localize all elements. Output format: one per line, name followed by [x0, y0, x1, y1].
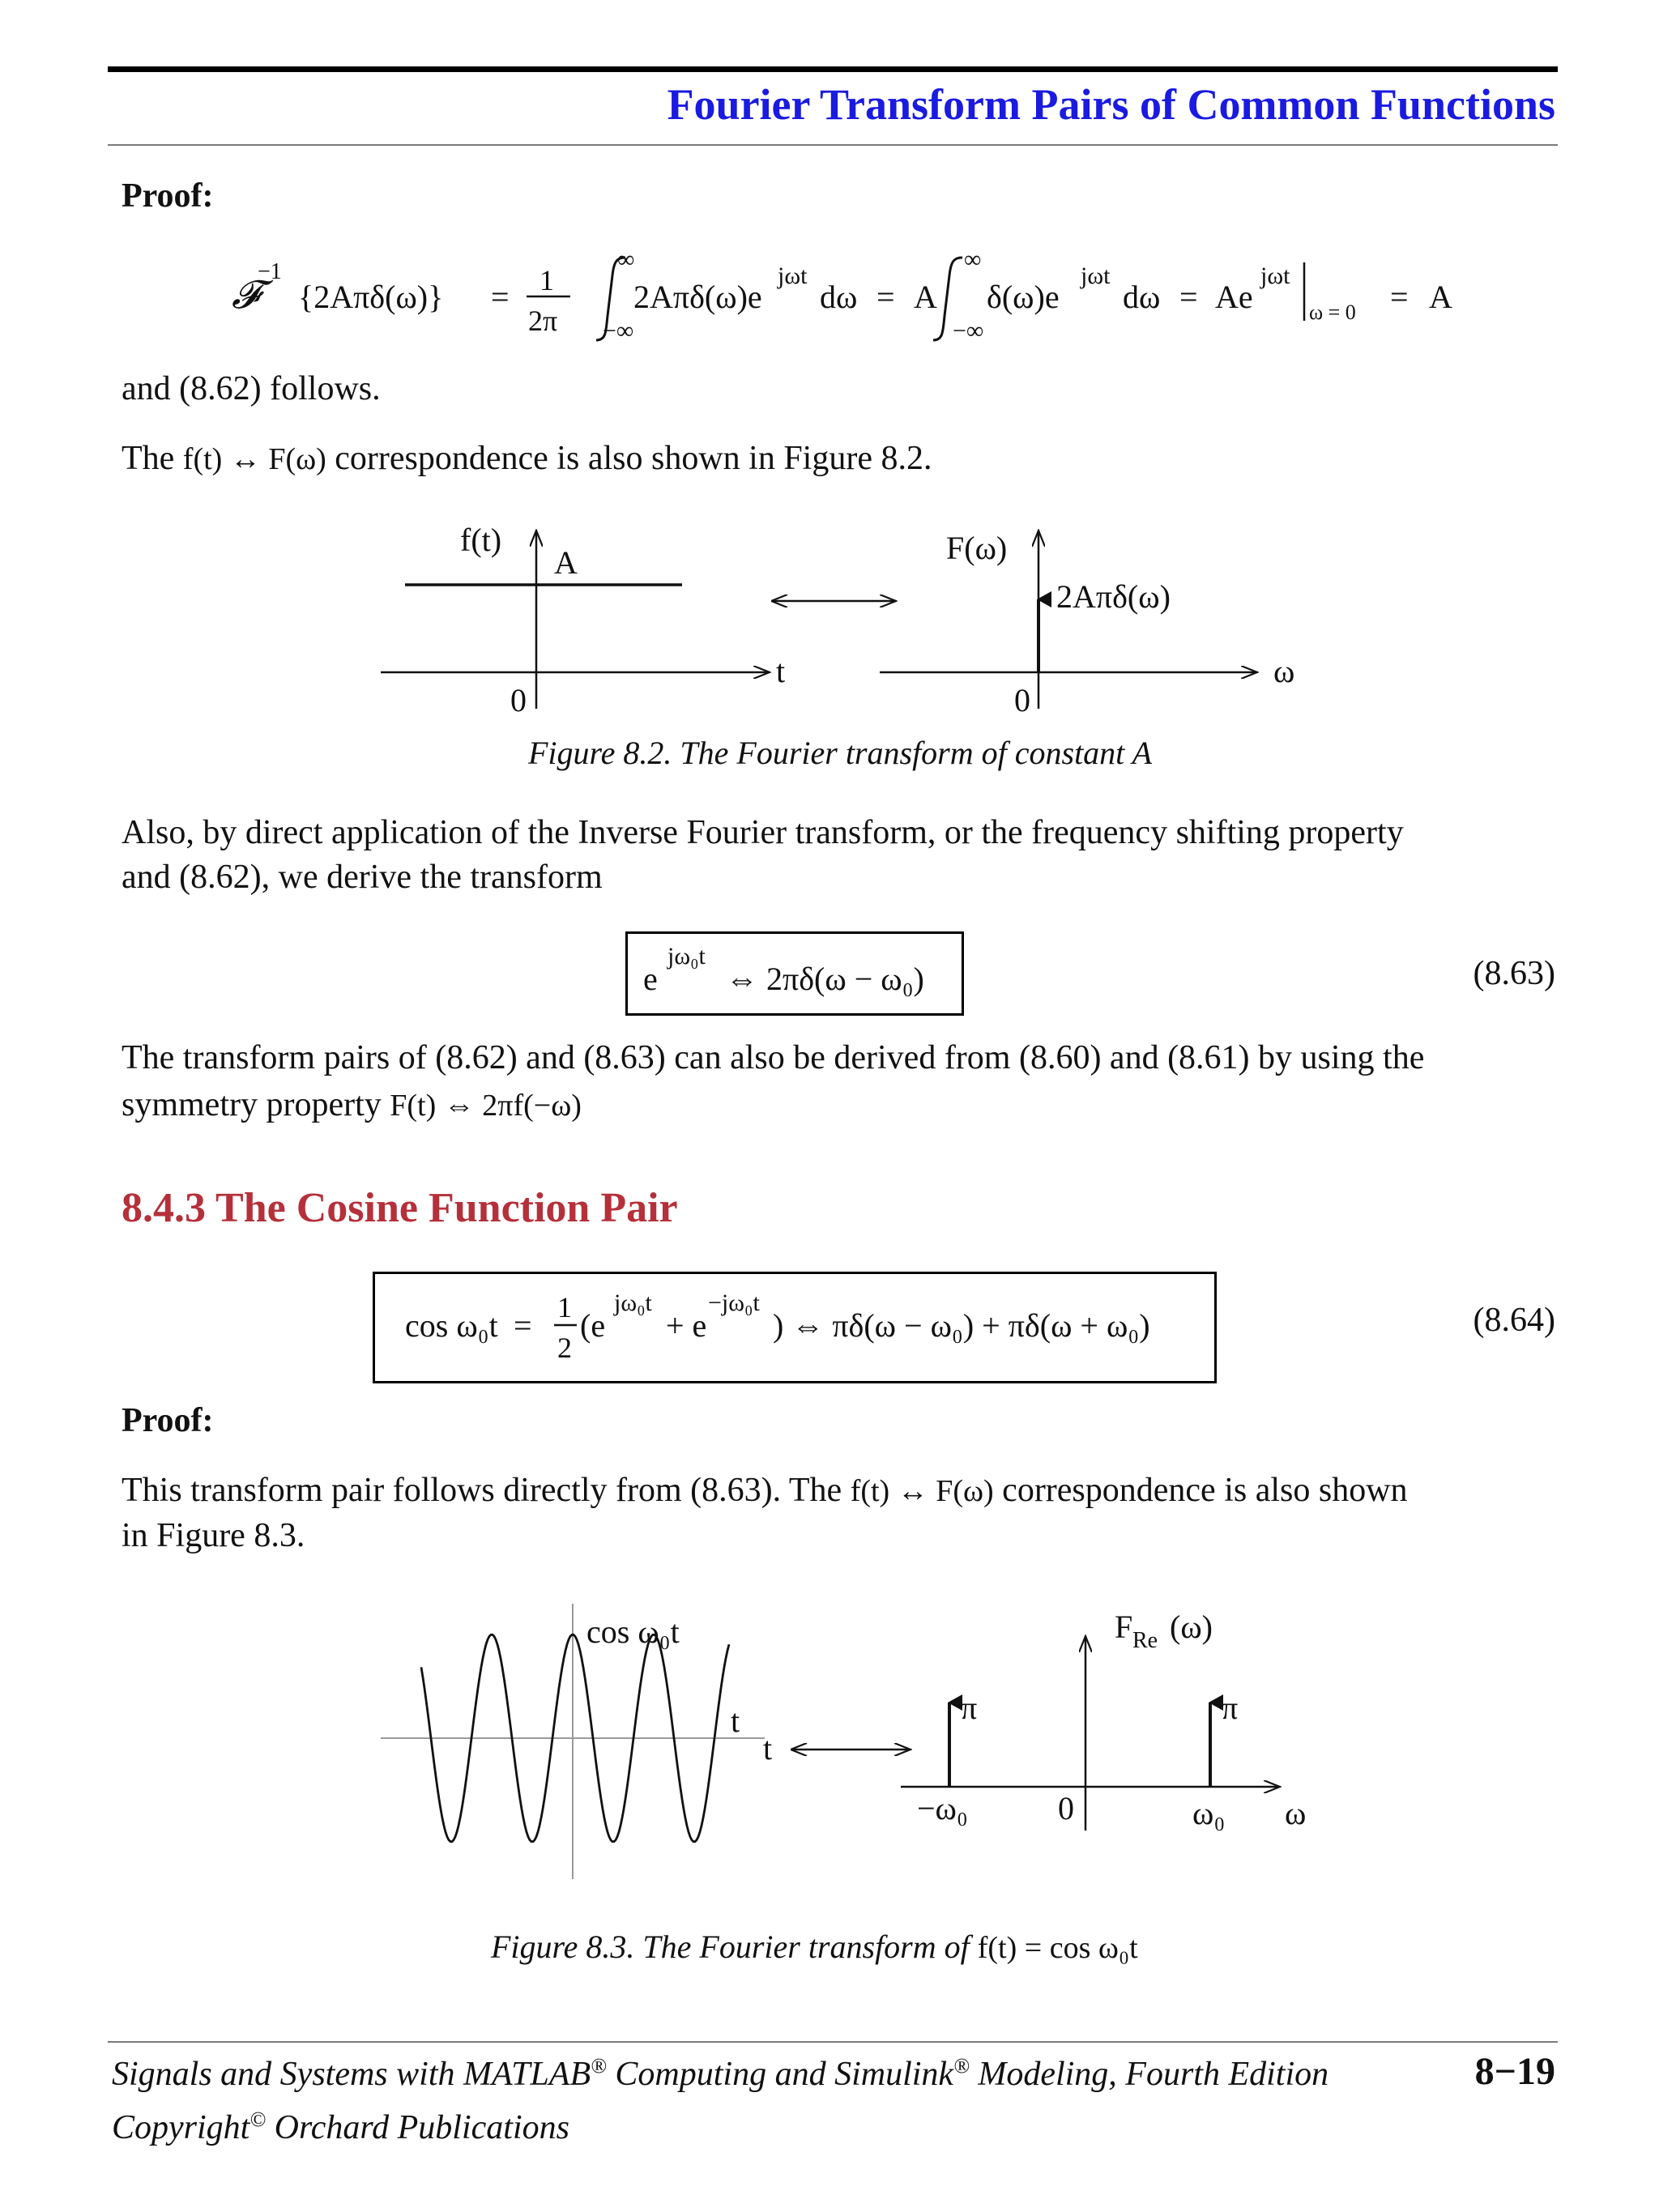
cosine-spectrum-plot	[901, 1609, 1306, 1831]
eq863-base: e	[643, 961, 658, 997]
term3: Ae	[1215, 279, 1253, 315]
paragraph-text: correspondence is also shown	[993, 1472, 1408, 1509]
proof-label: Proof:	[122, 177, 214, 215]
footer-divider	[108, 2041, 1558, 2043]
eq863-superscript: jω₀t	[667, 943, 706, 970]
integrand-2-sup: jωt	[1081, 262, 1111, 289]
paragraph-proof-line2: in Figure 8.3.	[122, 1517, 305, 1554]
integrand-1-sup: jωt	[778, 262, 808, 289]
fourier-operator: 𝓕	[232, 274, 261, 317]
figure-8-3-caption	[491, 1928, 1138, 1966]
inverse-superscript: −1	[258, 259, 282, 284]
equation-number-8-64: (8.64)	[1473, 1302, 1555, 1339]
dw-2: dω	[1123, 279, 1161, 315]
page-header-title: Fourier Transform Pairs of Common Functions	[667, 80, 1555, 129]
eq864-equals: =	[514, 1307, 532, 1344]
equals-1: =	[491, 279, 510, 315]
term2-prefix: A	[914, 279, 937, 315]
FRe-axis-label-arg: (ω)	[1170, 1609, 1213, 1645]
neg-w0-label: −ω₀	[917, 1790, 968, 1826]
paragraph-math: f(t) ↔ F(ω)	[850, 1474, 994, 1508]
origin-label: 0	[1014, 682, 1030, 718]
paragraph-derivation-line1: Also, by direct application of the Inverse Fourier transform, or the frequency shifting property	[122, 814, 1404, 851]
t-axis-label: t	[776, 653, 786, 689]
origin-label: 0	[1058, 1790, 1074, 1826]
FRe-axis-label-sub: Re	[1132, 1628, 1158, 1653]
section-title: 8.4.3 The Cosine Function Pair	[122, 1185, 678, 1231]
integral-2-upper: ∞	[964, 246, 982, 273]
fraction-numerator: 1	[539, 264, 554, 296]
registered-mark: ®	[591, 2054, 607, 2078]
origin-label: 0	[510, 682, 527, 718]
w0-label: ω₀	[1192, 1795, 1226, 1831]
registered-mark: ®	[953, 2054, 970, 2078]
integral-2-lower: −∞	[953, 318, 984, 344]
cosine-label: cos ω₀t	[586, 1613, 680, 1650]
eq864-plus: + e	[666, 1307, 707, 1344]
footer-text: Orchard Publications	[266, 2109, 569, 2146]
eq864-sup2: −jω₀t	[708, 1289, 760, 1316]
eq863-rhs: ⇔ 2πδ(ω − ω₀)	[726, 961, 924, 997]
evaluation-point: ω = 0	[1309, 300, 1356, 324]
paragraph-text: The	[122, 440, 183, 477]
eq864-open: (e	[580, 1307, 606, 1344]
paragraph-text: This transform pair follows directly from (8.63). The	[122, 1472, 851, 1509]
footer-text: Modeling, Fourth Edition	[969, 2056, 1329, 2093]
term3-sup: jωt	[1260, 262, 1290, 289]
paragraph-math: F(t) ⇔ 2πf(−ω)	[390, 1089, 582, 1123]
w-axis-label: ω	[1273, 653, 1295, 689]
equation-number-8-63: (8.63)	[1473, 955, 1555, 992]
F-axis-label: F(ω)	[946, 530, 1008, 566]
page-number: 8−19	[1474, 2050, 1555, 2093]
f-axis-label: f(t)	[460, 522, 502, 558]
eq864-sup1: jω₀t	[614, 1289, 652, 1316]
equals-4: =	[1390, 279, 1409, 315]
result: A	[1429, 279, 1452, 315]
footer-copyright	[112, 2108, 569, 2147]
equals-3: =	[1179, 279, 1198, 315]
impulse-label: 2Aπδ(ω)	[1056, 578, 1171, 615]
caption-text: Figure 8.3. The Fourier transform of	[491, 1929, 978, 1965]
impulse-right-label: π	[1222, 1690, 1239, 1726]
eq864-lhs: cos ω₀t	[405, 1307, 498, 1344]
proof-label: Proof:	[122, 1402, 214, 1439]
integrand-1: 2Aπδ(ω)e	[633, 279, 762, 315]
integral-1-lower: −∞	[603, 318, 634, 344]
copyright-mark: ©	[249, 2108, 267, 2131]
figure-8-2-caption: Figure 8.2. The Fourier transform of constant A	[528, 735, 1152, 771]
impulse-left-label: π	[961, 1690, 978, 1726]
eq864-frac-den: 2	[557, 1332, 572, 1364]
eq864-frac-num: 1	[557, 1291, 572, 1323]
paragraph-text: symmetry property	[122, 1086, 390, 1123]
paragraph-symmetry-line1: The transform pairs of (8.62) and (8.63) can also be derived from (8.60) and (8.61) by using the	[122, 1039, 1425, 1076]
caption-math: f(t) = cos ω₀t	[977, 1931, 1138, 1965]
cosine-waveform-plot	[381, 1604, 772, 1879]
constant-level-label: A	[554, 544, 578, 581]
w-axis-label: ω	[1285, 1795, 1307, 1831]
footer-text: Computing and Simulink	[606, 2056, 954, 2093]
footer-text: Copyright	[112, 2109, 250, 2146]
paragraph-follows: and (8.62) follows.	[122, 370, 381, 407]
eq864-rhs: ) ⇔ πδ(ω − ω₀) + πδ(ω + ω₀)	[773, 1307, 1150, 1344]
dw-1: dω	[820, 279, 858, 315]
paragraph-math: f(t) ↔ F(ω)	[182, 442, 326, 476]
FRe-axis-label: F	[1115, 1609, 1133, 1645]
paragraph-text: correspondence is also shown in Figure 8.2.	[326, 440, 932, 477]
footer-book-title	[112, 2054, 1328, 2094]
lhs-argument: {2Aπδ(ω)}	[298, 279, 444, 315]
t-axis-label-2: t	[763, 1730, 773, 1767]
fraction-denominator: 2π	[528, 305, 558, 337]
footer-text: Signals and Systems with MATLAB	[112, 2056, 591, 2093]
t-axis-label: t	[731, 1703, 740, 1739]
equals-2: =	[876, 279, 895, 315]
paragraph-derivation-line2: and (8.62), we derive the transform	[122, 859, 603, 896]
integrand-2: δ(ω)e	[987, 279, 1060, 315]
integral-1-upper: ∞	[617, 246, 635, 273]
